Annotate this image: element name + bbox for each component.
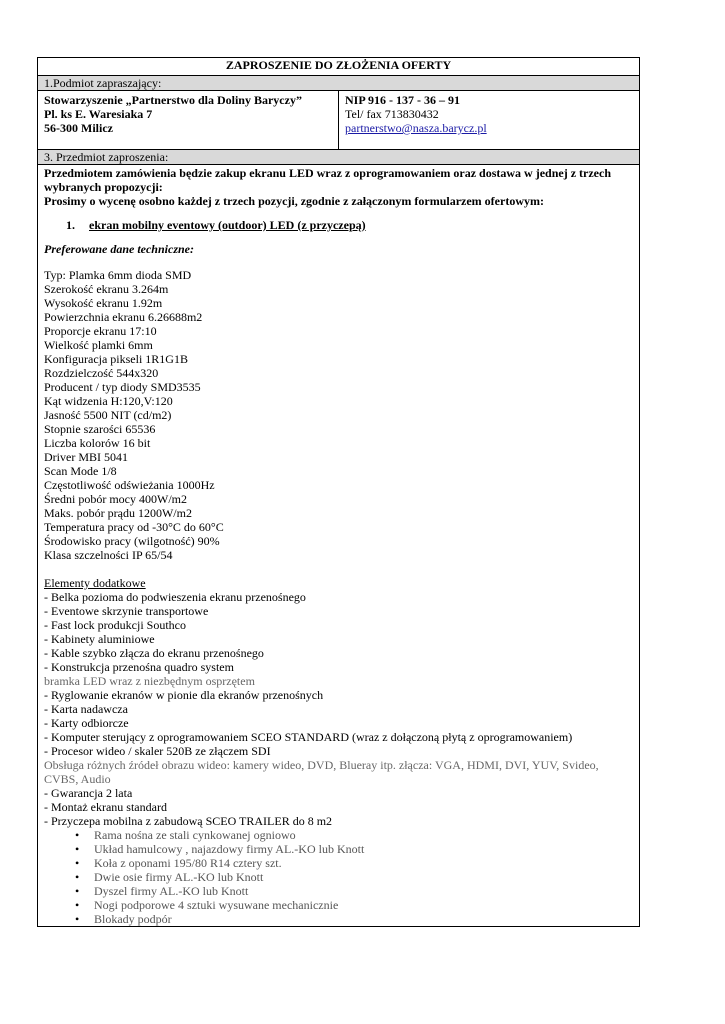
- extras-item: - Ryglowanie ekranów w pionie dla ekranów przenośnych: [44, 688, 324, 702]
- spec-item: Klasa szczelności IP 65/54: [44, 548, 173, 562]
- extras-item: - Konstrukcja przenośna quadro system: [44, 660, 234, 674]
- spec-item: Powierzchnia ekranu 6.26688m2: [44, 310, 203, 324]
- spec-item: Jasność 5500 NIT (cd/m2): [44, 408, 172, 422]
- spec-item: Proporcje ekranu 17:10: [44, 324, 157, 338]
- extras-item: - Gwarancja 2 lata: [44, 786, 133, 800]
- trailer-bullet-list: [44, 828, 635, 926]
- extras-item: - Belka pozioma do podwieszenia ekranu przenośnego: [44, 590, 306, 604]
- spec-list: [44, 268, 635, 562]
- spec-item: Średni pobór mocy 400W/m2: [44, 492, 187, 506]
- trailer-bullet-item: • Koła z oponami 195/80 R14 cztery szt.: [44, 856, 635, 870]
- spec-item: Częstotliwość odświeżania 1000Hz: [44, 478, 215, 492]
- email-link[interactable]: partnerstwo@nasza.barycz.pl: [345, 121, 487, 135]
- organization-name: Stowarzyszenie „Partnerstwo dla Doliny Baryczy”: [44, 93, 302, 107]
- extras-item: Obsługa różnych źródeł obrazu wideo: kamery wideo, DVD, Blueray itp. złącza: VGA, HDMI, DVI, YUV, Svideo, CVBS, Audio: [44, 758, 599, 786]
- subject-intro: Przedmiotem zamówienia będzie zakup ekranu LED wraz z oprogramowaniem oraz dostawa w jednej z trzech wybranych propozycji:: [44, 166, 612, 194]
- spec-item: Maks. pobór prądu 1200W/m2: [44, 506, 192, 520]
- spec-item: Typ: Plamka 6mm dioda SMD: [44, 268, 192, 282]
- contact-block: [339, 91, 640, 150]
- item-1-title: [66, 218, 635, 232]
- section3-heading: 3. Przedmiot zaproszenia:: [38, 150, 640, 165]
- extras-item: - Fast lock produkcji Southco: [44, 618, 186, 632]
- subject-request: Prosimy o wycenę osobno każdej z trzech pozycji, zgodnie z załączonym formularzem ofertowym:: [44, 194, 544, 208]
- trailer-bullet-item: • Rama nośna ze stali cynkowanej ogniowo: [44, 828, 635, 842]
- spec-item: Rozdzielczość 544x320: [44, 366, 159, 380]
- extras-item: - Karty odbiorcze: [44, 716, 129, 730]
- trailer-bullet-item: • Nogi podporowe 4 sztuki wysuwane mechanicznie: [44, 898, 635, 912]
- organization-street: Pl. ks E. Waresiaka 7: [44, 107, 153, 121]
- extras-item: - Montaż ekranu standard: [44, 800, 167, 814]
- spec-item: Wysokość ekranu 1.92m: [44, 296, 163, 310]
- spec-item: Szerokość ekranu 3.264m: [44, 282, 169, 296]
- extras-item: bramka LED wraz z niezbędnym osprzętem: [44, 674, 255, 688]
- extras-list: [44, 590, 635, 828]
- extras-item: - Kable szybko złącza do ekranu przenośnego: [44, 646, 264, 660]
- offer-form-table: [37, 57, 640, 927]
- spec-item: Producent / typ diody SMD3535: [44, 380, 201, 394]
- trailer-bullet-item: • Dwie osie firmy AL.-KO lub Knott: [44, 870, 635, 884]
- item-title-text: ekran mobilny eventowy (outdoor) LED (z przyczepą): [89, 218, 366, 232]
- extras-heading: Elementy dodatkowe: [44, 576, 146, 590]
- spec-item: Temperatura pracy od -30°C do 60°C: [44, 520, 224, 534]
- organization-block: [38, 91, 339, 150]
- document-title: ZAPROSZENIE DO ZŁOŻENIA OFERTY: [38, 58, 640, 76]
- extras-item: - Karta nadawcza: [44, 702, 128, 716]
- trailer-bullet-item: • Układ hamulcowy , najazdowy firmy AL.-KO lub Knott: [44, 842, 635, 856]
- spec-item: Scan Mode 1/8: [44, 464, 117, 478]
- extras-item: - Przyczepa mobilna z zabudową SCEO TRAILER do 8 m2: [44, 814, 333, 828]
- extras-item: - Procesor wideo / skaler 520B ze złączem SDI: [44, 744, 271, 758]
- spec-item: Kąt widzenia H:120,V:120: [44, 394, 173, 408]
- trailer-bullet-item: • Dyszel firmy AL.-KO lub Knott: [44, 884, 635, 898]
- organization-city: 56-300 Milicz: [44, 121, 113, 135]
- tel-fax: Tel/ fax 713830432: [345, 107, 439, 121]
- extras-item: - Komputer sterujący z oprogramowaniem SCEO STANDARD (wraz z dołączoną płytą z oprogramowaniem): [44, 730, 573, 744]
- section1-heading: 1.Podmiot zapraszający:: [38, 76, 640, 91]
- spec-item: Środowisko pracy (wilgotność) 90%: [44, 534, 220, 548]
- spec-item: Liczba kolorów 16 bit: [44, 436, 151, 450]
- spec-item: Stopnie szarości 65536: [44, 422, 156, 436]
- document: [37, 57, 639, 927]
- item-number: 1.: [66, 218, 75, 232]
- spec-item: Wielkość plamki 6mm: [44, 338, 153, 352]
- nip-number: NIP 916 - 137 - 36 – 91: [345, 93, 460, 107]
- extras-item: - Kabinety aluminiowe: [44, 632, 155, 646]
- subject-body: [38, 165, 640, 927]
- spec-item: Driver MBI 5041: [44, 450, 128, 464]
- spec-item: Konfiguracja pikseli 1R1G1B: [44, 352, 188, 366]
- extras-item: - Eventowe skrzynie transportowe: [44, 604, 209, 618]
- preferred-specs-heading: Preferowane dane techniczne:: [44, 242, 194, 256]
- trailer-bullet-item: • Blokady podpór: [44, 912, 635, 926]
